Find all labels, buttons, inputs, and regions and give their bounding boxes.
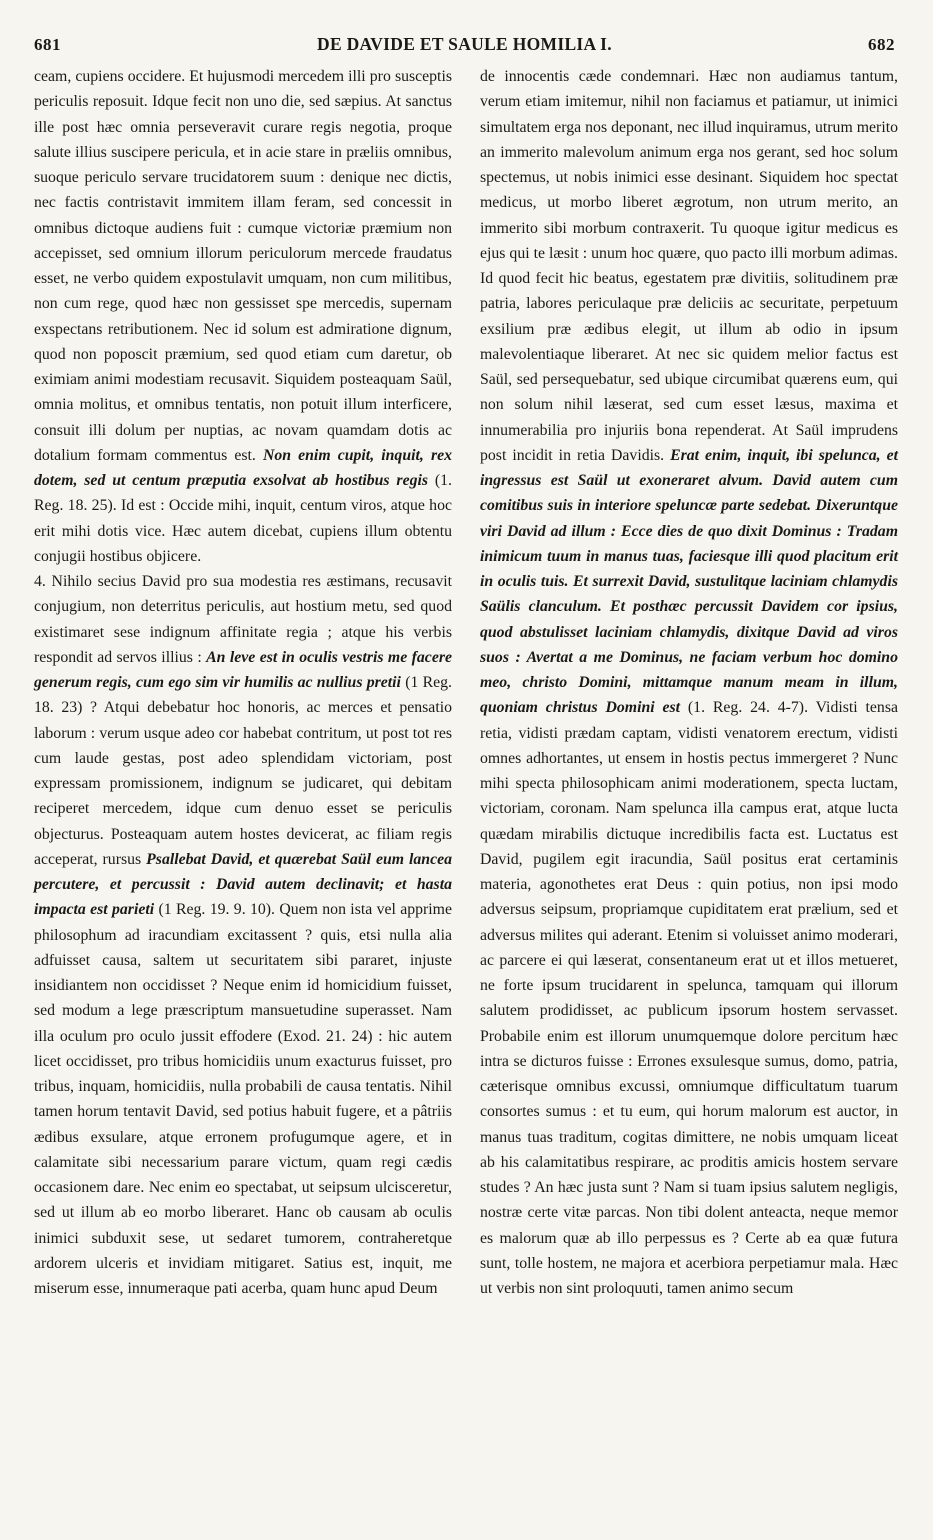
body-text: (1. Reg. 18. 25). Id est : Occide mihi, inquit, centum viros, atque hoc erit mihi dotis vice. Hæc autem dicebat, cupiens illum obtentu conjugii hostibus objicere. — [34, 472, 452, 565]
left-column — [34, 64, 452, 1301]
page-number-right: 682 — [868, 35, 895, 54]
body-text: (1 Reg. 19. 9. 10). Quem non ista vel apprime philosophum ad iracundiam excitassent ? quis, etsi nulla alia adfuisset causa, saltem ut securitatem sibi pararet, injuste insidiantem non occidisset ? Neque enim id homicidium fuisset, sed modum a lege præscriptum mansuetudine superasset. Nam illa oculum pro oculo jussit effodere (Exod. 21. 24) : hic autem licet occidisset, pro tribus homicidiis unum exacturus fuisset, pro tribus, inquam, homicidiis, nulla probabili de causa tentatis. Nihil tamen horum tentavit David, sed potius habuit fugere, et a pâtriis ædibus exsulare, atque erronem profugumque agere, et in calamitate sibi necessarium parare victum, quam regi cædis occasionem dare. Nec enim eo spectabat, ut seipsum ulcisceretur, sed ut illum ab eo morbo liberaret. Hanc ob causam ab oculis inimici subduxit sese, ut sedaret tumorem, contraheretque ardorem ulceris et invidiam mitigaret. Satius est, inquit, me miserum esse, innumeraque pati acerba, quam hunc apud Deum — [34, 901, 452, 1297]
body-text: de innocentis cæde condemnari. Hæc non audiamus tantum, verum etiam imitemur, nihil non faciamus et patiamur, ut inimici simultatem erga nos deponant, nec illud inquiramus, utrum merito an immerito malevolum animum erga nos gerant, sed hoc solum spectemus, ut nobis inimici esse desinant. Siquidem hoc spectat medicus, ut morbo liberet ægrotum, non utrum merito, an immerito sibi morbum contraxerit. Tu quoque igitur medicus es ejus qui te læsit : unum hoc quære, quo pacto illi morbum adimas. Id quod fecit hic beatus, egestatem præ divitiis, solitudinem præ patria, labores periculaque præ deliciis ac securitate, perpetuum exsilium præ ædibus elegit, ut illum ab odio in ipsum malevolentiaque liberaret. At nec sic quidem melior factus est Saül, sed persequebatur, sed ubique circumibat quærens eum, qui non solum nihil læserat, sed cum esset læsus, maxima et innumerabilia pro injuriis bona rependerat. At Saül imprudens post incidit in retia Davidis. — [480, 68, 898, 464]
body-text: ceam, cupiens occidere. Et hujusmodi mercedem illi pro susceptis periculis reposuit. Idque fecit non uno die, sed sæpius. At sanctus ille post hæc omnia perseveravit curare regis negotia, proque salute illius suscipere pericula, et in acie stare in præliis omnibus, suoque periculo servare trucidatorem suum : denique nec dictis, nec factis contristavit immitem illam feram, sed concessit in omnibus dictoque audiens fuit : cumque victoriæ præmium non accepisset, sed omnium illorum periculorum mercede fraudatus esset, ne verbo quidem expostulavit umquam, non cum militibus, non cum rege, quod hæc non gessisset spe mercedis, supernam exspectans retributionem. Nec id solum est admiratione dignum, quod non poposcit præmium, sed quod etiam cum daretur, ob eximiam animi modestiam recusavit. Siquidem posteaquam Saül, omnia molitus, et omnibus tentatis, non potuit illum interficere, consuit illi dolum per nuptias, ac novam quamdam dotis ac dotalium formam commentus est. — [34, 68, 452, 464]
body-text: (1 Reg. 18. 23) ? Atqui debebatur hoc honoris, ac merces et pensatio laborum : verum usque adeo cor habebat contritum, ut post tot res cum laude gestas, post adeo splendidam victoriam, post expressam promissionem, indignum se judicaret, qui debitam reciperet mercedem, idque cum denuo esset se periculis objecturus. Posteaquam autem hostes devicerat, ac filiam regis acceperat, rursus — [34, 674, 453, 868]
body-text: (1. Reg. 24. 4-7). Vidisti tensa retia, vidisti prædam captam, vidisti venatorem erectum, vidisti omnes adhortantes, ut ensem in hostis pectus immergeret ? Nunc mihi specta philosophicam animi moderationem, specta luctam, victoriam, coronam. Nam spelunca illa campus erat, atque lucta quædam mirabilis dictuque incredibilis facta est. Luctatus est David, pugilem egit iracundia, Saül positus erat certaminis materia, agonothetes erat Deus : quin potius, non ipsi modo adversus seipsum, propriamque cupiditatem erat prælium, sed et adversus milites qui aderant. Etenim si voluisset animo moderari, ac parcere ei qui læserat, consentaneum erat ut et illos metueret, ne forte ipsum trucidarent in spelunca, tamquam qui illorum salutem prodidisset, ac publicum ipsorum hostem servasset. Probabile enim est illorum unumquemque dolore percitum hæc intra se dicturos fuisse : Errones exsulesque sumus, domo, patria, cæterisque omnibus excussi, omniumque difficultatum tuarum consortes sumus : et tu eum, qui horum malorum est auctor, in manus tuas traditum, cogitas dimittere, ne nobis umquam liceat ab his calamitatibus respirare, ac proditis amicis hostem servare studes ? An hæc justa sunt ? Nam si tuam ipsius salutem negligis, nostræ certe vitæ parcas. Non tibi dolent anteacta, neque memor es malorum quæ ab illo perpessus es ? Certe ab ea quæ futura sunt, tolle hostem, ne majora et acerbiora perpetiamur mala. Hæc ut verbis non sint proloquuti, tamen animo secum — [480, 699, 898, 1297]
running-title: DE DAVIDE ET SAULE HOMILIA I. — [317, 34, 612, 54]
scripture-quote: Erat enim, inquit, ibi spelunca, et ingressus est Saül ut exoneraret alvum. David autem cum comitibus suis in interiore speluncæ parte sedebat. Dixeruntque viri David ad illum : Ecce dies de quo dixit Dominus : Tradam inimicum tuum in manus tuas, faciesque illi quod placitum erit in oculis tuis. Et surrexit David, sustulitque laciniam chlamydis Saülis clanculum. Et posthæc percussit Davidem cor ipsius, quod abstulisset laciniam chlamydis, dixitque David ad viros suos : Avertat a me Dominus, ne faciam verbum hoc domino meo, christo Domini, mittamque manum meam in illum, quoniam christus Domini est — [480, 446, 898, 717]
page-number-left: 681 — [34, 35, 61, 54]
left-paragraph-2 — [34, 569, 452, 1301]
scripture-quote: Non enim cupit, inquit, rex dotem, sed ut centum præputia exsolvat ab hostibus regis — [34, 446, 452, 489]
right-paragraph-1 — [480, 64, 898, 1301]
scripture-quote: Psallebat David, et quærebat Saül eum lancea percutere, et percussit : David autem declinavit; et hasta impacta est parieti — [34, 850, 452, 919]
left-paragraph-1 — [34, 64, 452, 569]
running-header — [34, 34, 895, 60]
body-text: 4. Nihilo secius David pro sua modestia res æstimans, recusavit conjugium, non deterritus periculis, aut hostium metu, sed quod existimaret sese indignum affinitate regia ; atque his verbis respondit ad servos illius : — [34, 573, 452, 666]
scripture-quote: An leve est in oculis vestris me facere generum regis, cum ego sim vir humilis ac nullius pretii — [34, 648, 452, 691]
right-column — [480, 64, 898, 1301]
